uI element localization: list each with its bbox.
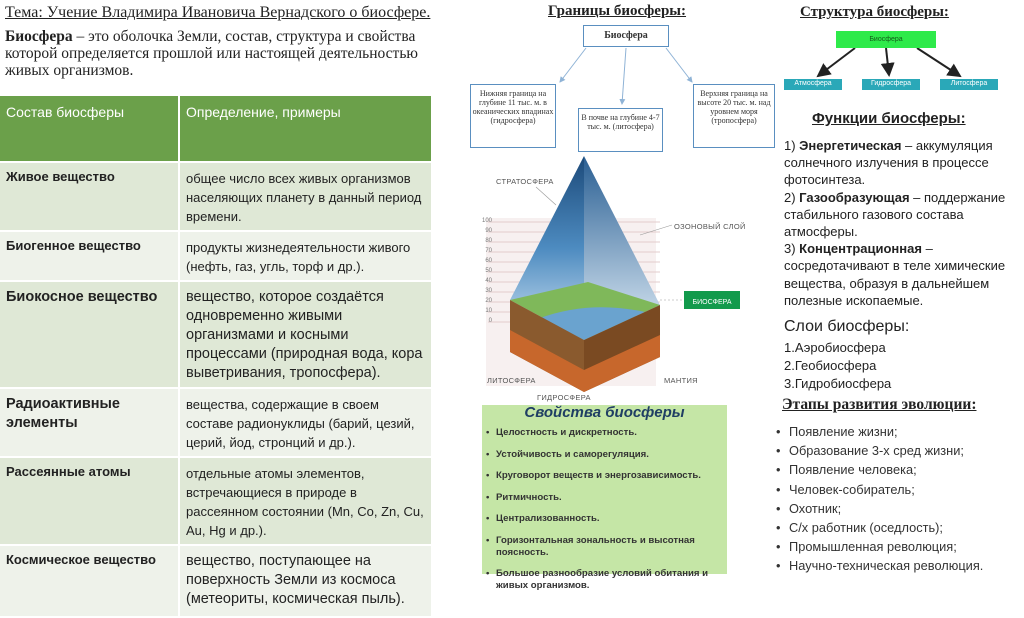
biosphere-tag-label: БИОСФЕРА (692, 299, 732, 306)
function-item (784, 240, 1020, 309)
definition-term: Биосфера (5, 28, 73, 45)
component-name: Биокосное вещество (0, 281, 179, 388)
component-name: Радиоактивные элементы (0, 388, 179, 457)
function-item (784, 137, 1020, 189)
boundaries-title: Границы биосферы: (548, 3, 687, 19)
component-name: Космическое вещество (0, 545, 179, 617)
function-name: Газообразующая (799, 189, 910, 205)
structure-hydrosphere-box: Гидросфера (862, 79, 920, 90)
function-number: 3) (784, 241, 800, 257)
function-name: Концентрационная (799, 241, 922, 257)
list-item: • Горизонтальная зональность и высотная поясность. (486, 535, 724, 559)
scale-tick: 70 (485, 248, 492, 254)
component-definition: общее число всех живых организмов населяющих планету в данный период времени. (179, 162, 432, 231)
topic-title: Тема: Учение Владимира Ивановича Вернадского о биосфере. (5, 4, 431, 21)
list-item: • Образование 3-х сред жизни; (776, 441, 983, 460)
hydrosphere-label: ГИДРОСФЕРА (537, 393, 591, 402)
functions-title: Функции биосферы: (812, 110, 966, 127)
biosphere-diagram (486, 156, 740, 392)
definition-text: – это оболочка Земли, состав, структура и свойства которой определяется прошлой или настоящей деятельностью живых организмов. (5, 28, 418, 79)
list-item: • Круговорот веществ и энергозависимость. (486, 470, 724, 482)
properties-list (486, 427, 724, 602)
evolution-list (776, 422, 983, 576)
properties-title: Свойства биосферы (524, 404, 685, 421)
function-number: 1) (784, 138, 800, 153)
list-item: • Охотник; (776, 499, 983, 518)
table-header-cell: Определение, примеры (179, 96, 432, 162)
properties-panel (482, 405, 727, 591)
upper-boundary-box: Верхняя граница на высоте 20 тыс. м. над уровнем моря (тропосфера) (693, 84, 775, 148)
list-item: • С/х работник (оседлость); (776, 518, 983, 537)
function-text: – поддержание стабильного газового состава атмосферы. (784, 189, 1006, 240)
scale-tick: 100 (481, 218, 492, 224)
component-name: Биогенное вещество (0, 231, 179, 281)
ozone-layer-label: ОЗОНОВЫЙ СЛОЙ (674, 222, 746, 231)
component-name: Живое вещество (0, 162, 179, 231)
structure-biosphere-box: Биосфера (836, 31, 936, 48)
list-item: • Устойчивость и саморегуляция. (486, 449, 724, 461)
list-item: • Появление человека; (776, 460, 983, 479)
function-number: 2) (784, 189, 800, 205)
list-item: • Человек-собиратель; (776, 480, 983, 499)
soil-boundary-box: В почве на глубине 4-7 тыс. м. (литосфера) (578, 108, 663, 152)
functions-list (784, 137, 1020, 309)
list-item: 2.Геобиосфера (784, 358, 877, 373)
scale-tick: 20 (485, 298, 492, 304)
table-header-cell: Состав биосферы (0, 96, 179, 162)
layers-list (784, 339, 891, 393)
list-item: • Промышленная революция; (776, 537, 983, 556)
scale-tick: 80 (485, 238, 492, 244)
scale-tick: 10 (485, 308, 492, 314)
scale-tick: 30 (485, 288, 492, 294)
scale-tick: 60 (485, 258, 492, 264)
boundaries-biosphere-box: Биосфера (583, 25, 669, 47)
list-item: • Появление жизни; (776, 422, 983, 441)
list-item: • Централизованность. (486, 513, 724, 525)
scale-tick: 40 (485, 278, 492, 284)
component-definition: продукты жизнедеятельности живого (нефть, газ, угль, торф и др.). (179, 231, 432, 281)
function-text: – сосредотачивают в теле химические вещества, образуя в дальнейшем полезные ископаемые. (784, 241, 1006, 308)
list-item: 3.Гидробиосфера (784, 376, 892, 391)
stratosphere-label: СТРАТОСФЕРА (496, 177, 554, 186)
list-item: • Целостность и дискретность. (486, 427, 724, 439)
list-item: • Большое разнообразие условий обитания и живых организмов. (486, 568, 724, 592)
component-definition: вещества, содержащие в своем составе радионуклиды (барий, цезий, церий, йод, стронций и др.). (179, 388, 432, 457)
scale-tick: 50 (485, 268, 492, 274)
lower-boundary-box: Нижняя граница на глубине 11 тыс. м. в океанических впадинах (гидросфера) (470, 84, 556, 148)
list-item: • Ритмичность. (486, 492, 724, 504)
list-item: • Научно-техническая революция. (776, 556, 983, 575)
mantle-label: МАНТИЯ (664, 376, 698, 385)
structure-title: Структура биосферы: (800, 4, 949, 20)
layers-title: Слои биосферы: (784, 318, 910, 335)
lithosphere-label: ЛИТОСФЕРА (487, 376, 536, 385)
function-text: – аккумуляция солнечного излучения в процессе фотосинтеза. (784, 138, 993, 188)
component-definition: отдельные атомы элементов, встречающиеся в природе в рассеянном состоянии (Mn, Co, Zn, Cu, Au, Hg и др.). (179, 457, 432, 545)
scale-tick: 90 (485, 228, 492, 234)
list-item: 1.Аэробиосфера (784, 340, 886, 355)
structure-atmosphere-box: Атмосфера (784, 79, 842, 90)
function-name: Энергетическая (799, 138, 902, 153)
evolution-title: Этапы развития эволюции: (782, 396, 977, 413)
component-definition: вещество, которое создаётся одновременно живыми организмами и косными процессами (природная вода, кора выветривания, тропосфера). (179, 281, 432, 388)
component-definition: вещество, поступающее на поверхность Земли из космоса (метеориты, космическая пыль). (179, 545, 432, 617)
scale-tick: 0 (488, 318, 492, 324)
function-item (784, 189, 1020, 241)
structure-lithosphere-box: Литосфера (940, 79, 998, 90)
component-name: Рассеянные атомы (0, 457, 179, 545)
